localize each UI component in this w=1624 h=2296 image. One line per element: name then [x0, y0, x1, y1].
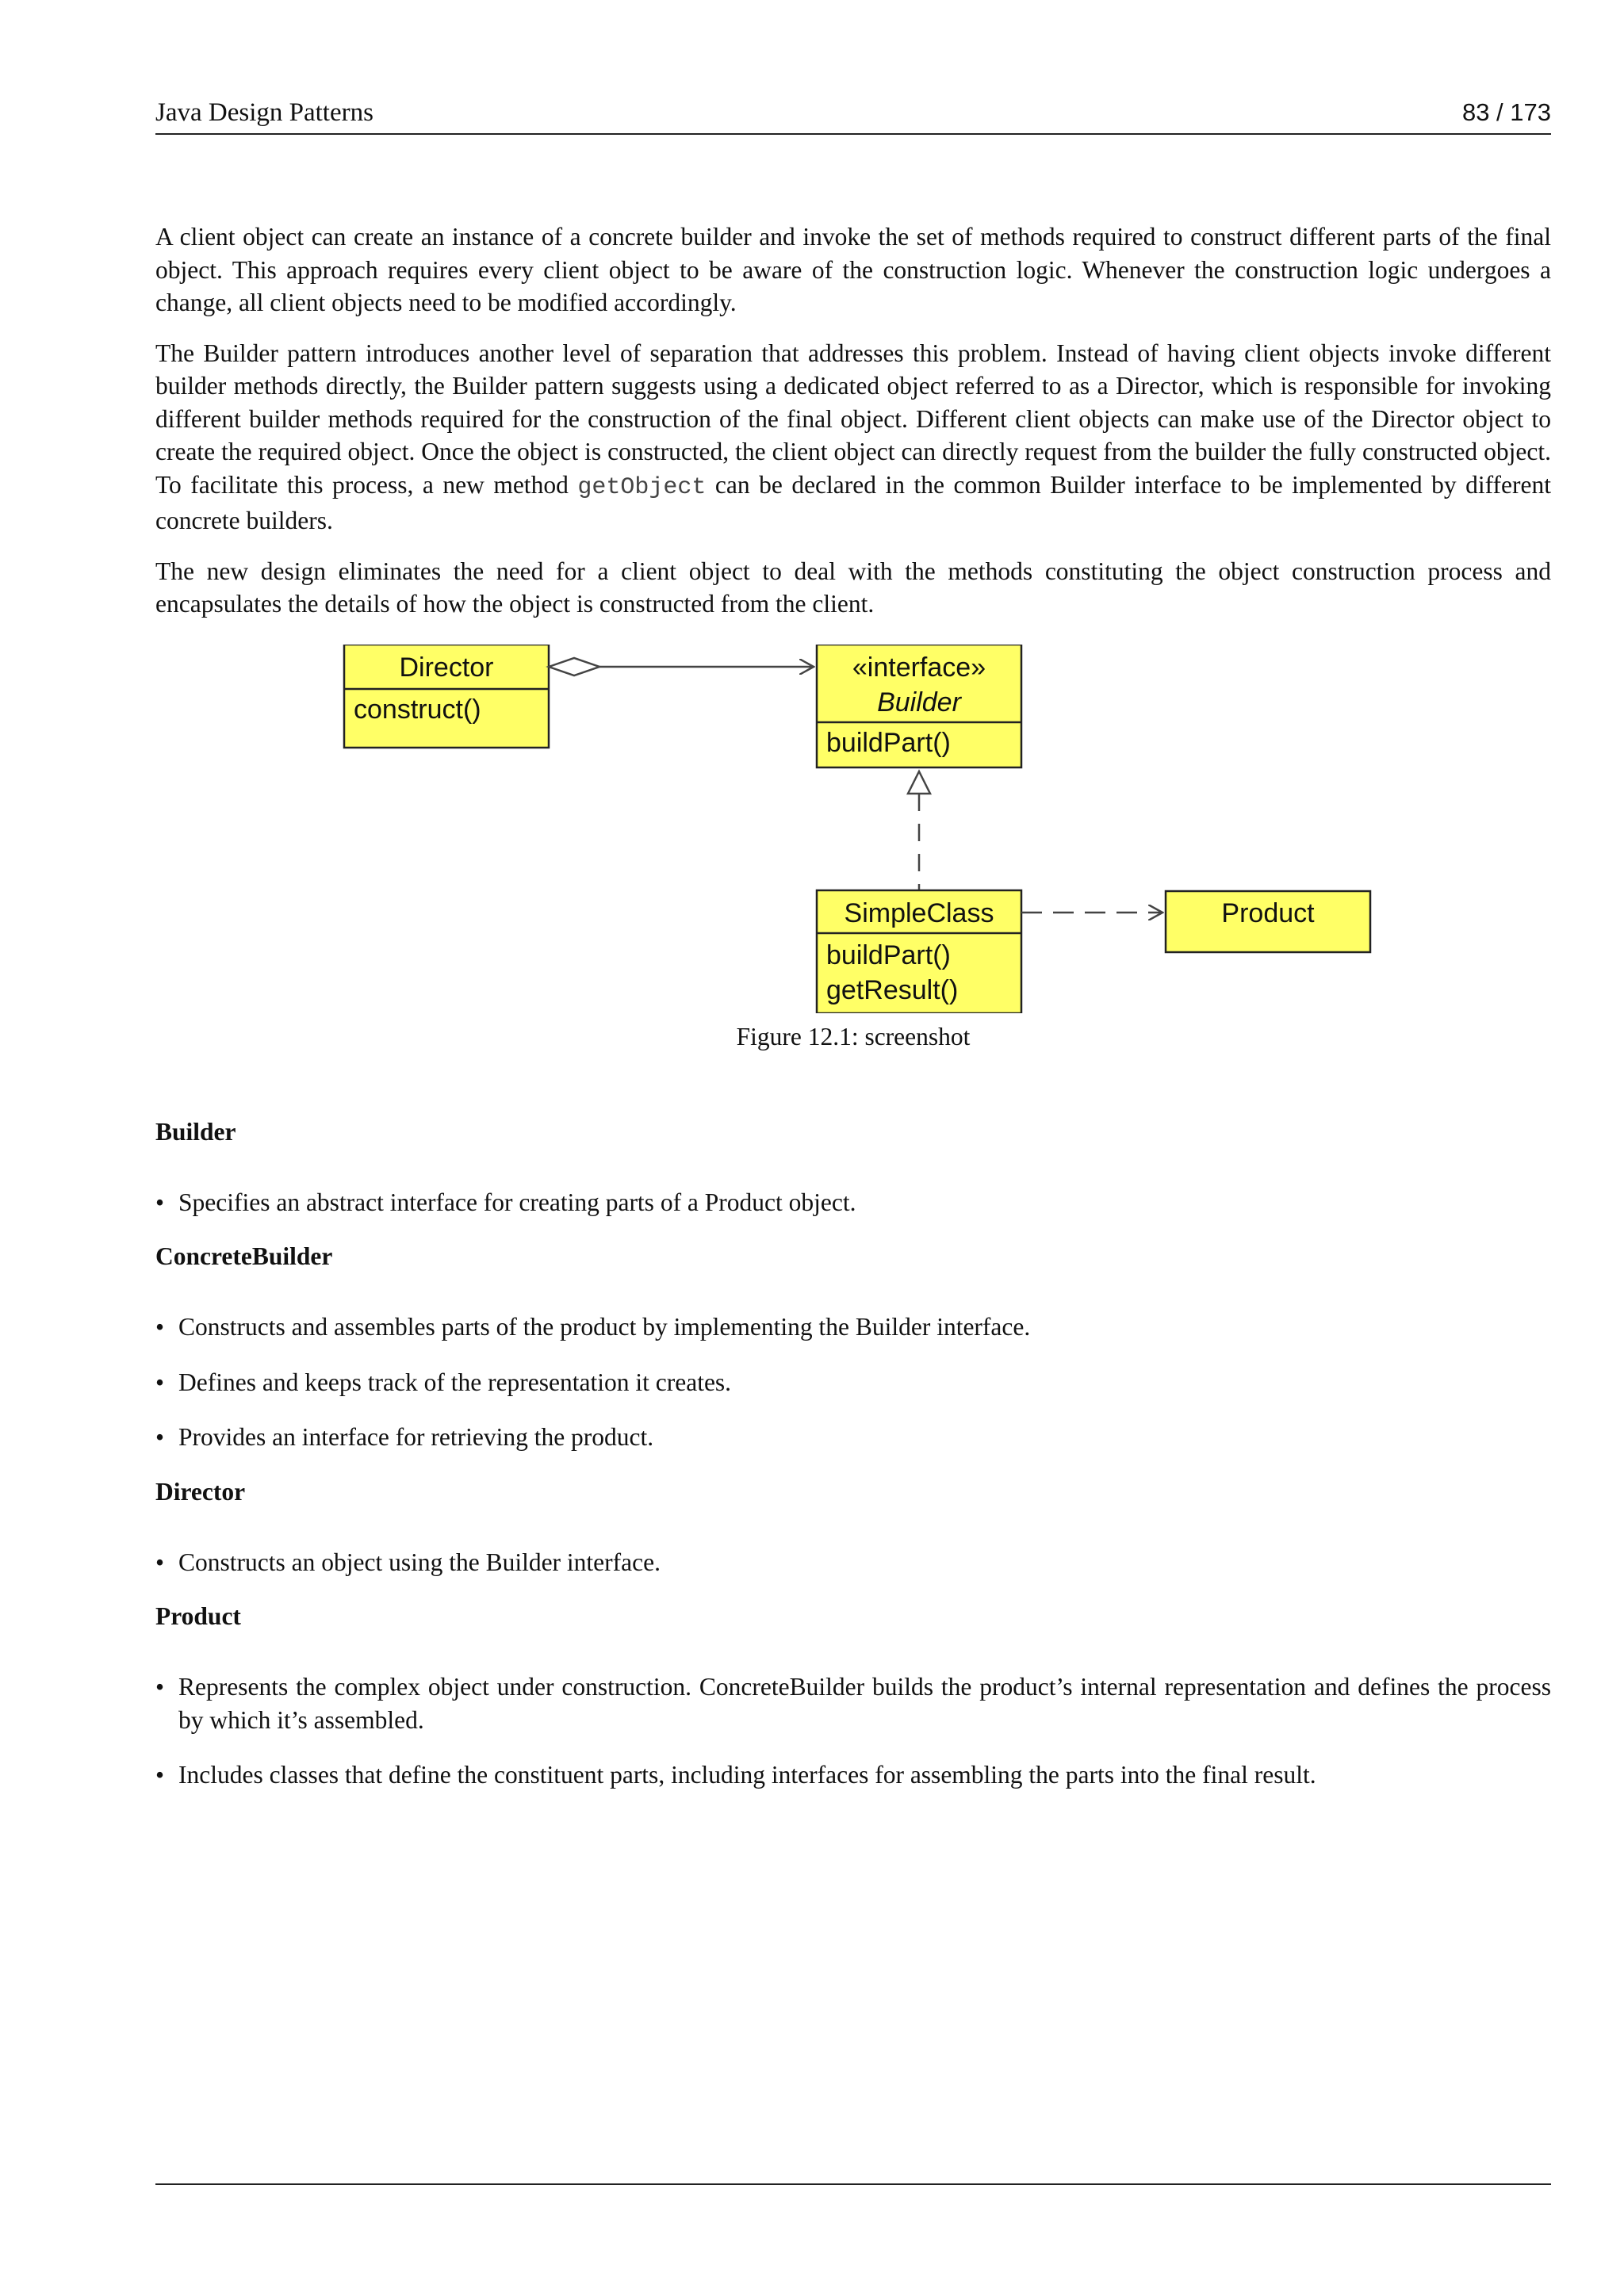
realization-arrow — [908, 771, 930, 891]
director-method: construct() — [354, 694, 481, 725]
section-heading-builder: Builder — [155, 1117, 236, 1146]
list-item-text: Includes classes that define the constituent parts, including interfaces for assembling the parts into the final result. — [178, 1761, 1316, 1789]
builder-interface-box — [817, 645, 1021, 767]
bullet-icon: • — [155, 1313, 165, 1341]
bullet-icon: • — [155, 1423, 165, 1451]
simpleclass-method-buildpart: buildPart() — [826, 939, 951, 970]
list-item — [155, 1670, 1551, 1736]
builder-interface-name: Builder — [877, 687, 961, 718]
builder-method: buildPart() — [826, 727, 951, 758]
paragraph-new-design: The new design eliminates the need for a client object to deal with the methods constituting the object construction process and encapsulates the details of how the object is constructed from the client. — [155, 557, 1551, 618]
product-bullet-list — [155, 1670, 1551, 1792]
list-item — [155, 1758, 1551, 1792]
list-item — [155, 1186, 1551, 1219]
simpleclass-method-getresult: getResult() — [826, 974, 959, 1005]
director-class-box — [344, 645, 549, 748]
bullet-icon: • — [155, 1761, 165, 1789]
running-title: Java Design Patterns — [155, 98, 373, 127]
bullet-icon: • — [155, 1673, 165, 1701]
realization-triangle-icon — [908, 771, 930, 794]
director-class-name: Director — [399, 652, 494, 683]
product-class-box — [1166, 891, 1370, 952]
aggregation-diamond-icon — [549, 658, 599, 675]
list-item — [155, 1366, 1551, 1399]
bullet-icon: • — [155, 1548, 165, 1576]
concretebuilder-bullet-list — [155, 1311, 1551, 1454]
page-content — [155, 220, 1551, 1814]
page-footer-rule — [155, 2183, 1551, 2185]
bullet-icon: • — [155, 1368, 165, 1396]
page-header — [155, 97, 1551, 135]
list-item-text: Specifies an abstract interface for creating parts of a Product object. — [178, 1188, 856, 1216]
product-class-name: Product — [1221, 897, 1315, 928]
section-heading-product: Product — [155, 1602, 241, 1630]
list-item — [155, 1311, 1551, 1344]
list-item-text: Constructs an object using the Builder interface. — [178, 1548, 661, 1576]
paragraph-client-object: A client object can create an instance of a concrete builder and invoke the set of methods required to construct different parts of the final object. This approach requires every client object to be aware of the construction logic. Whenever the construction logic undergoes a change, all client objects need to be modified accordingly. — [155, 223, 1551, 316]
list-item — [155, 1546, 1551, 1579]
figure-caption: Figure 12.1: screenshot — [736, 1022, 971, 1050]
list-item-text: Represents the complex object under construction. ConcreteBuilder builds the product’s internal representation and defines the process by which it’s assembled. — [178, 1673, 1551, 1734]
aggregation-arrow — [549, 658, 814, 675]
section-heading-director: Director — [155, 1477, 246, 1506]
list-item — [155, 1421, 1551, 1454]
director-bullet-list — [155, 1546, 1551, 1579]
list-item-text: Defines and keeps track of the representation it creates. — [178, 1368, 732, 1396]
list-item-text: Constructs and assembles parts of the product by implementing the Builder interface. — [178, 1313, 1031, 1341]
paragraph-text: The Builder pattern introduces another level of separation that addresses this problem. Instead of having client objects invoke different builder methods directly, the Builder pattern suggests using a dedicated object referred to as a Director, which is responsible for invoking different builder methods required for the construction of the final object. Different client objects can make use of the Director object to create the required object. Once the object is constructed, the client object can directly request from the builder the fully constructed object. To facilitate this process, a new method — [155, 339, 1551, 499]
uml-class-diagram — [155, 645, 1551, 1013]
paragraph-text: can be declared in the common Builder interface to be implemented by different concrete builders. — [155, 470, 1551, 534]
page-number: 83 / 173 — [1461, 98, 1551, 126]
paragraph-builder-pattern — [155, 337, 1551, 538]
builder-bullet-list — [155, 1186, 1551, 1219]
simpleclass-box — [817, 890, 1021, 1013]
section-heading-concretebuilder: ConcreteBuilder — [155, 1242, 333, 1270]
builder-stereotype: «interface» — [852, 652, 986, 683]
bullet-icon: • — [155, 1188, 165, 1216]
list-item-text: Provides an interface for retrieving the product. — [178, 1423, 654, 1451]
simpleclass-name: SimpleClass — [844, 897, 994, 928]
inline-code-getobject: getObject — [577, 473, 707, 501]
uml-diagram-canvas — [155, 645, 1551, 1013]
